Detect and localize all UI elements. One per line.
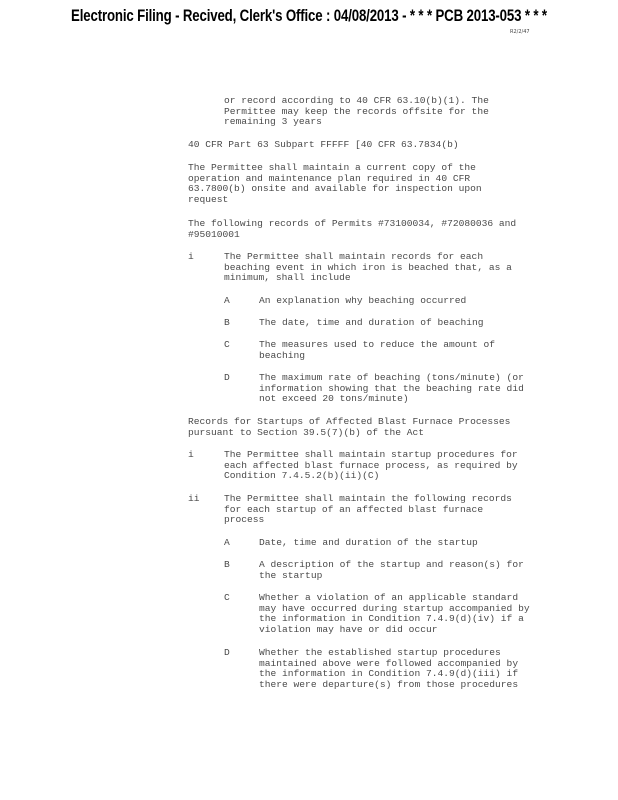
text-line: beaching event in which iron is beached that, as a [224, 261, 512, 273]
item-label: i [188, 449, 194, 460]
page-reference: R2/2/47 [510, 29, 530, 35]
text-line: Whether the established startup procedures [259, 647, 501, 658]
text-line: for each startup of an affected blast furnace [224, 503, 484, 515]
startup-records-item [224, 494, 512, 526]
subitem-label: B [224, 317, 230, 328]
subitem-label: B [224, 559, 230, 570]
subitem-text [259, 593, 530, 635]
text-line: violation may have or did occur [259, 623, 438, 635]
text-line: The measures used to reduce the amount of [259, 339, 496, 350]
subitem-text [259, 560, 524, 581]
text-line: remaining 3 years [224, 116, 322, 128]
text-line: A description of the startup and reason(s) for [259, 559, 524, 570]
subitem-label: A [224, 537, 230, 548]
text-line: each affected blast furnace process, as required by [224, 459, 518, 471]
text-line: #95010001 [188, 228, 240, 240]
text-line: may have occurred during startup accompanied by [259, 602, 530, 614]
text-line: process [224, 514, 265, 526]
text-line: beaching [259, 349, 306, 361]
text-line: not exceed 20 tons/minute) [259, 393, 409, 405]
text-line: Permittee may keep the records offsite for the [224, 105, 489, 117]
filing-stamp: Electronic Filing - Recived, Clerk's Office : 04/08/2013 - * * * PCB 2013-053 * * * [71, 6, 547, 25]
subitem-label: C [224, 339, 230, 350]
subitem-text [259, 373, 524, 405]
subitem-label: D [224, 372, 230, 383]
startup-records-heading [188, 417, 510, 438]
text-line: Whether a violation of an applicable standard [259, 592, 519, 603]
maintenance-plan-paragraph [188, 163, 482, 205]
text-line: The Permittee shall maintain a current copy of the [188, 162, 476, 173]
text-line: The maximum rate of beaching (tons/minute) (or [259, 372, 524, 383]
text-line: The Permittee shall maintain records for each [224, 251, 484, 262]
text-line: operation and maintenance plan required in 40 CFR [188, 172, 471, 184]
item-label: ii [188, 493, 200, 504]
subitem-text [259, 648, 518, 690]
continued-paragraph [224, 96, 489, 128]
text-line: information showing that the beaching rate did [259, 382, 524, 394]
text-line: the startup [259, 569, 323, 581]
text-line: 63.7800(b) onsite and available for inspection upon [188, 183, 482, 195]
startup-procedures-item [224, 450, 518, 482]
subitem-label: D [224, 647, 230, 658]
subitem-text: An explanation why beaching occurred [259, 295, 467, 306]
subitem-text [259, 340, 495, 361]
text-line: minimum, shall include [224, 272, 351, 284]
text-line: request [188, 193, 229, 205]
text-line: or record according to 40 CFR 63.10(b)(1). The [224, 95, 489, 106]
records-heading [188, 219, 516, 240]
subitem-text: The date, time and duration of beaching [259, 317, 484, 328]
cfr-citation: 40 CFR Part 63 Subpart FFFFF [40 CFR 63.7834(b) [188, 139, 459, 150]
subitem-label: A [224, 295, 230, 306]
text-line: The Permittee shall maintain the following records [224, 493, 512, 504]
text-line: the information in Condition 7.4.9(d)(iv) if a [259, 613, 524, 625]
item-label: i [188, 251, 194, 262]
text-line: The Permittee shall maintain startup procedures for [224, 449, 518, 460]
subitem-label: C [224, 592, 230, 603]
text-line: Condition 7.4.5.2(b)(ii)(C) [224, 470, 380, 482]
text-line: pursuant to Section 39.5(7)(b) of the Act [188, 426, 425, 438]
text-line: there were departure(s) from those procedures [259, 678, 519, 690]
text-line: maintained above were followed accompanied by [259, 657, 519, 669]
text-line: the information in Condition 7.4.9(d)(iii) if [259, 668, 519, 680]
text-line: The following records of Permits #73100034, #72080036 and [188, 218, 517, 229]
subitem-text: Date, time and duration of the startup [259, 537, 478, 548]
text-line: Records for Startups of Affected Blast Furnace Processes [188, 416, 511, 427]
beaching-records-item [224, 252, 512, 284]
